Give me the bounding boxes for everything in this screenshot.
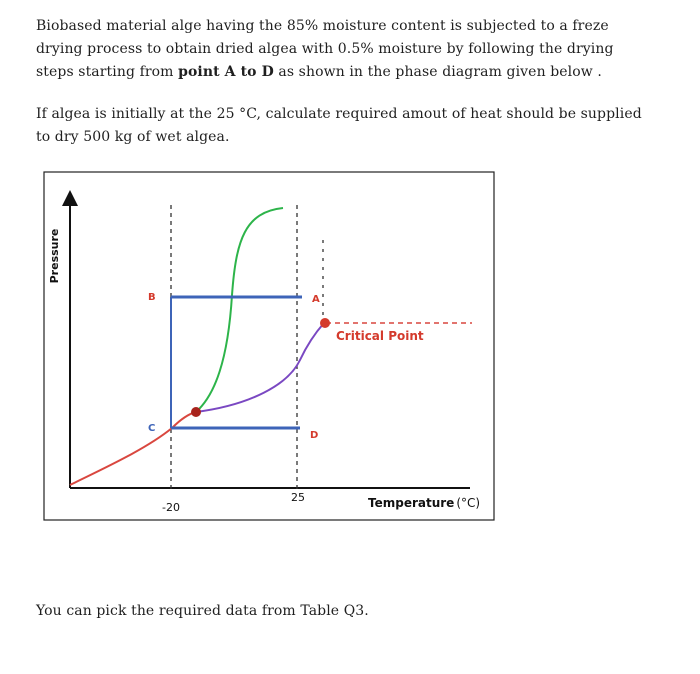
question-paragraph-3: You can pick the required data from Table Q3. — [36, 603, 369, 619]
tick-label-25: 25 — [291, 491, 305, 504]
x-axis-label-text: Temperature — [368, 496, 455, 510]
question-text-b: as shown in the phase diagram given below . — [273, 64, 602, 80]
critical-point-label: Critical Point — [336, 329, 424, 343]
question-text-a: Biobased material alge having the 85% moisture content is subjected to a freze drying process to obtain dried algea with 0.5% moisture by following the drying steps starting from — [36, 18, 614, 80]
critical-point-marker — [320, 318, 330, 328]
y-axis-label: Pressure — [48, 228, 61, 284]
point-range-text: point A to D — [178, 64, 274, 80]
point-c-label: C — [148, 423, 156, 434]
point-d-label: D — [310, 430, 319, 441]
question-paragraph-2: If algea is initially at the 25 °C, calculate required amout of heat should be supplied to dry 500 kg of wet algea. — [36, 106, 642, 145]
x-axis-label — [368, 496, 480, 510]
point-b-label: B — [148, 292, 156, 303]
x-axis-unit: (°C) — [456, 496, 481, 510]
tick-label-minus20: -20 — [162, 501, 180, 514]
point-a-label: A — [312, 294, 320, 305]
triple-point-marker — [191, 407, 201, 417]
diagram-frame — [44, 172, 494, 520]
